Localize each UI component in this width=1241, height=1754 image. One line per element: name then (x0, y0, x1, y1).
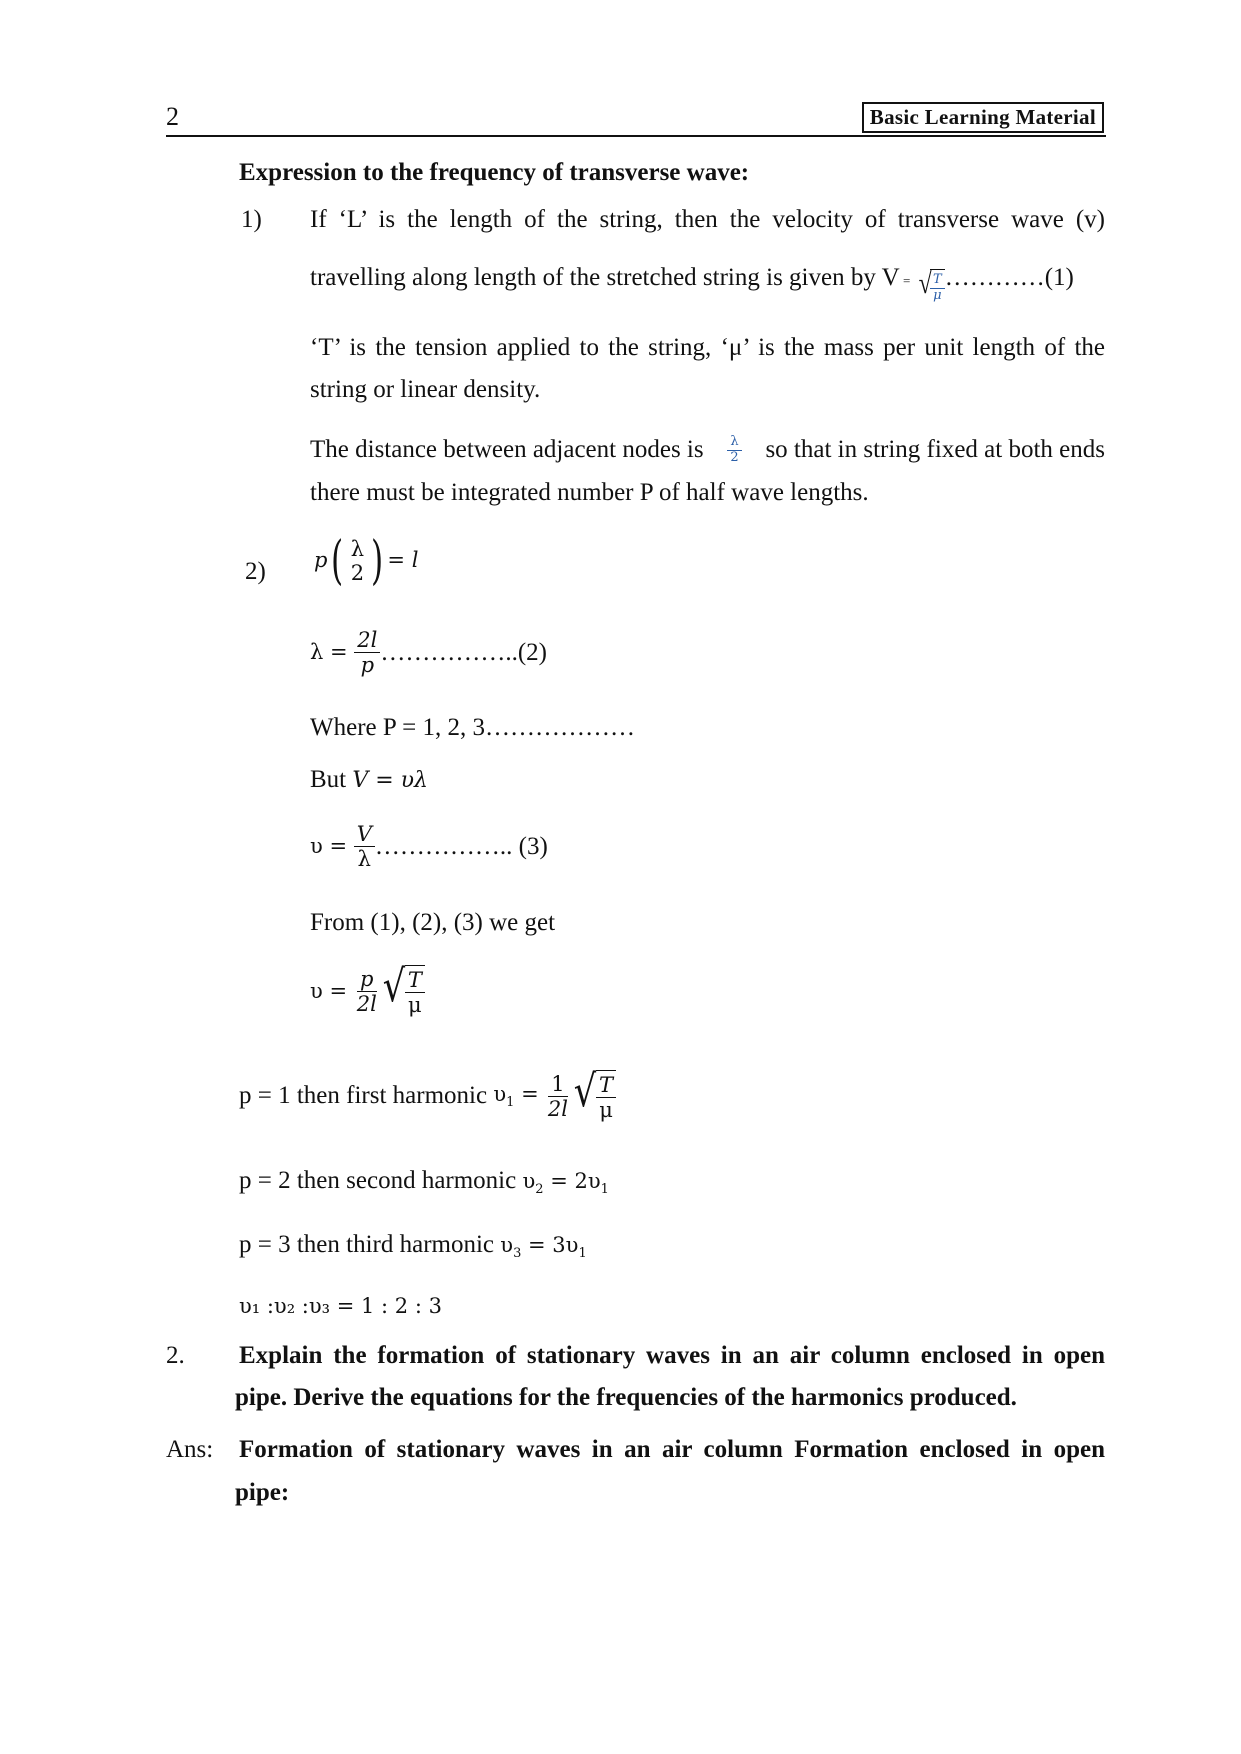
answer-line1: Formation of stationary waves in an air column Formation enclosed in open (239, 1436, 1105, 1463)
eq2-tag: ……………..(2) (380, 638, 548, 666)
eq-nu: υ = $\frac{V}{\lambda}$ …………….. (3) (310, 822, 548, 872)
from-line: From (1), (2), (3) we get (310, 909, 556, 936)
item1-line1: If ‘L’ is the length of the string, then the velocity of transverse wave (v) (310, 206, 1105, 233)
item2-number: 2) (245, 558, 266, 585)
header-title-box: Basic Learning Material (862, 102, 1104, 133)
answer-line2: pipe: (235, 1479, 290, 1506)
item1-line2: travelling along length of the stretched string is given by V (310, 264, 900, 291)
nodes-line2: there must be integrated number P of half wave lengths. (310, 479, 869, 506)
eq-p-lambda-over-2: p ( λ 2 ) = l (314, 531, 419, 591)
header-rule (166, 135, 1106, 137)
tension-line1: ‘T’ is the tension applied to the string, ‘μ’ is the mass per unit length of the (310, 334, 1105, 361)
tension-line2: string or linear density. (310, 376, 541, 403)
lambda-over-2-small: $\frac{\lambda}{2}$ (727, 435, 741, 466)
eq-nu-general: υ = $\frac{p}{2l}$ √ $\frac{T}{\mu}$ (310, 965, 425, 1017)
question2-line2: pipe. Derive the equations for the frequencies of the harmonics produced. (235, 1384, 1017, 1411)
question2-number: 2. (166, 1342, 185, 1369)
but-row: But V = υλ (310, 766, 428, 793)
section-heading: Expression to the frequency of transverse wave: (239, 159, 750, 186)
item1-line2-row: travelling along length of the stretched string is given by V = √ $\frac{T}{\mu}$ …………(1) (310, 264, 1074, 303)
page-number: 2 (166, 102, 179, 131)
nodes-line1a: The distance between adjacent nodes is (310, 436, 704, 464)
eq1-tag: …………(1) (944, 264, 1074, 291)
answer-label: Ans: (166, 1436, 214, 1463)
harmonic2-row: p = 2 then second harmonic $\upsilon_2 = 2\upsilon_1$ (239, 1167, 609, 1197)
nodes-line1b: so that in string fixed at both ends (765, 436, 1105, 464)
sqrt-t-over-mu-small: √ $\frac{T}{\mu}$ (917, 269, 945, 304)
harmonic3-row: p = 3 then third harmonic $\upsilon_3 = 3\upsilon_1$ (239, 1231, 587, 1261)
question2-line1: Explain the formation of stationary waves in an air column enclosed in open (239, 1342, 1105, 1369)
item1-number: 1) (241, 206, 262, 233)
where-line: Where P = 1, 2, 3……………… (310, 714, 635, 741)
eq3-tag: …………….. (3) (374, 832, 548, 860)
eq-v-nu-lambda: V = υλ (352, 768, 428, 793)
ratio-line: υ₁ :υ₂ :υ₃ = 1 : 2 : 3 (239, 1294, 442, 1318)
eq-lambda: λ = $\frac{2l}{p}$ ……………..(2) (310, 628, 548, 678)
harmonic1-row: p = 1 then first harmonic $\upsilon_1$ = $\frac{1}{2l}$ √ $\frac{T}{\mu}$ (239, 1070, 616, 1122)
nodes-line1-row (310, 435, 1105, 466)
